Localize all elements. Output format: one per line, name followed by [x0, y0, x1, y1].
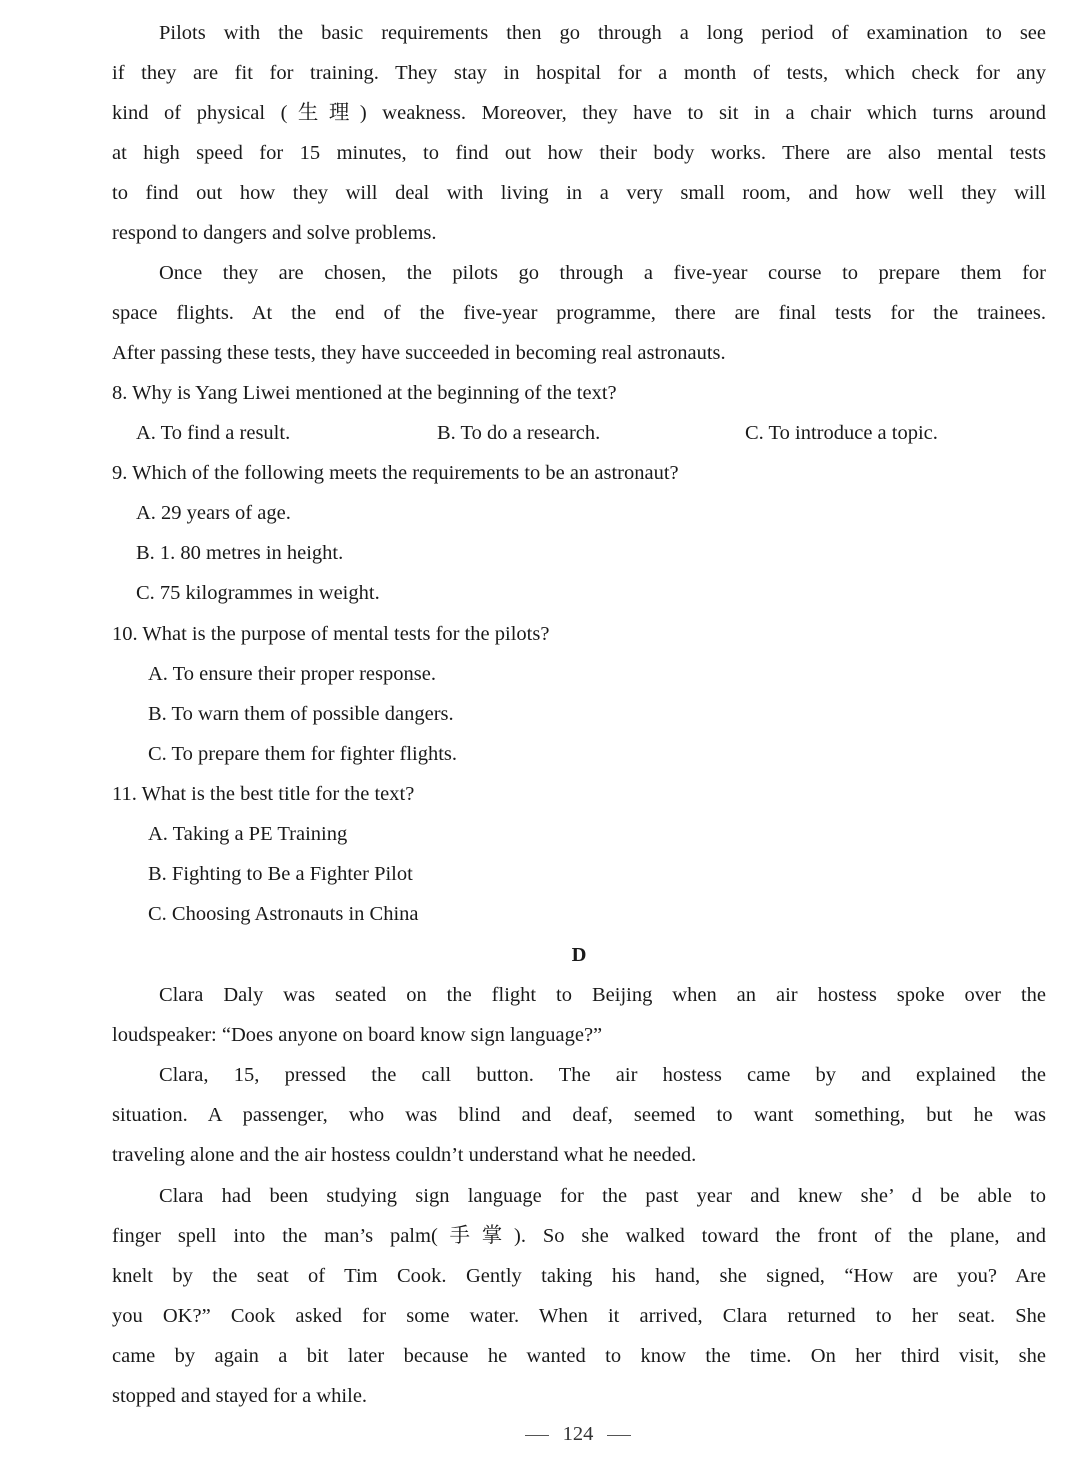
question-9-option-c: C. 75 kilogrammes in weight. — [136, 582, 380, 604]
passage-c-p1-line-4: at high speed for 15 minutes, to find out how their body works. There are also mental tests — [112, 142, 1046, 164]
question-8-option-c: C. To introduce a topic. — [745, 422, 938, 444]
question-9-option-b: B. 1. 80 metres in height. — [136, 542, 344, 564]
question-9-option-a: A. 29 years of age. — [136, 502, 291, 524]
question-10-option-c: C. To prepare them for fighter flights. — [148, 743, 458, 765]
question-11-stem: 11. What is the best title for the text? — [112, 783, 415, 805]
page-footer — [0, 1416, 1068, 1452]
passage-d-p2-line-2: situation. A passenger, who was blind and deaf, seemed to want something, but he was — [112, 1104, 1046, 1126]
question-11-option-a: A. Taking a PE Training — [148, 823, 348, 845]
footer-dash-right — [607, 1435, 631, 1436]
passage-d-p3-line-2: finger spell into the man’s palm(手掌). So she walked toward the front of the plane, and — [112, 1225, 1046, 1247]
question-11-option-b: B. Fighting to Be a Fighter Pilot — [148, 863, 413, 885]
footer-dash-left — [525, 1435, 549, 1436]
passage-d-p3-line-5: came by again a bit later because he wanted to know the time. On her third visit, she — [112, 1345, 1046, 1367]
passage-d-p1-line-2: loudspeaker: “Does anyone on board know sign language?” — [112, 1024, 603, 1046]
passage-c-p1-line-6: respond to dangers and solve problems. — [112, 222, 437, 244]
question-8-option-b: B. To do a research. — [437, 422, 601, 444]
page-number: 124 — [562, 1423, 594, 1445]
question-10-stem: 10. What is the purpose of mental tests for the pilots? — [112, 623, 550, 645]
question-11-option-c: C. Choosing Astronauts in China — [148, 903, 419, 925]
passage-d-p2-line-1: Clara, 15, pressed the call button. The air hostess came by and explained the — [159, 1064, 1046, 1086]
passage-d-p3-line-4: you OK?” Cook asked for some water. When it arrived, Clara returned to her seat. She — [112, 1305, 1046, 1327]
passage-d-p3-line-1: Clara had been studying sign language for the past year and knew she’ d be able to — [159, 1185, 1046, 1207]
passage-d-p1-line-1: Clara Daly was seated on the flight to Beijing when an air hostess spoke over the — [159, 984, 1046, 1006]
passage-c-p1-line-5: to find out how they will deal with living in a very small room, and how well they will — [112, 182, 1046, 204]
passage-c-p2-line-3: After passing these tests, they have succeeded in becoming real astronauts. — [112, 342, 726, 364]
passage-d-p3-line-6: stopped and stayed for a while. — [112, 1385, 368, 1407]
question-10-option-b: B. To warn them of possible dangers. — [148, 703, 454, 725]
section-heading-d: D — [571, 944, 587, 966]
question-8-option-a: A. To find a result. — [136, 422, 291, 444]
question-10-option-a: A. To ensure their proper response. — [148, 663, 436, 685]
question-9-stem: 9. Which of the following meets the requirements to be an astronaut? — [112, 462, 679, 484]
passage-c-p1-line-1: Pilots with the basic requirements then go through a long period of examination to see — [159, 22, 1046, 44]
question-8-stem: 8. Why is Yang Liwei mentioned at the beginning of the text? — [112, 382, 617, 404]
passage-c-p2-line-2: space flights. At the end of the five-year programme, there are final tests for the trainees. — [112, 302, 1046, 324]
passage-c-p1-line-2: if they are fit for training. They stay in hospital for a month of tests, which check for any — [112, 62, 1046, 84]
passage-c-p1-line-3: kind of physical (生理) weakness. Moreover, they have to sit in a chair which turns around — [112, 102, 1046, 124]
passage-c-p2-line-1: Once they are chosen, the pilots go through a five-year course to prepare them for — [159, 262, 1046, 284]
passage-d-p3-line-3: knelt by the seat of Tim Cook. Gently taking his hand, she signed, “How are you? Are — [112, 1265, 1046, 1287]
passage-d-p2-line-3: traveling alone and the air hostess couldn’t understand what he needed. — [112, 1144, 697, 1166]
